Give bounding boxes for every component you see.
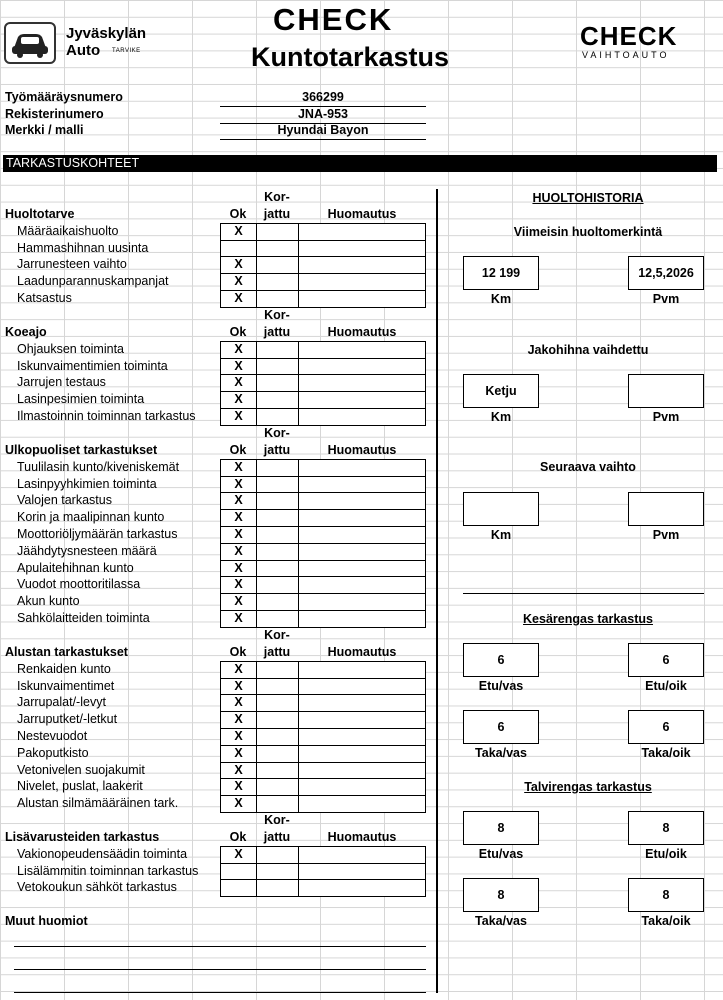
section-title: Huoltotarve [5,207,75,221]
ok-checkbox[interactable]: X [220,560,257,578]
korjattu-checkbox[interactable] [256,358,299,376]
section-title: Koeajo [5,325,47,339]
note-field[interactable] [298,492,426,510]
ok-checkbox[interactable]: X [220,273,257,291]
note-field[interactable] [298,273,426,291]
checklist-item-label: Vakionopeudensäädin toiminta [17,846,188,861]
checklist-item-label: Hammashihnan uusinta [17,240,149,255]
note-field[interactable] [298,711,426,729]
checklist-item-label: Renkaiden kunto [17,661,111,676]
note-field[interactable] [298,694,426,712]
last-service-date-box[interactable]: 12,5,2026 [628,256,704,290]
summer-front-left-box[interactable]: 6 [463,643,539,677]
ok-checkbox[interactable]: X [220,576,257,594]
check-logo-text: CHECK [273,2,394,37]
korjattu-header-line2: jattu [263,325,291,339]
korjattu-checkbox[interactable] [256,290,299,308]
ok-checkbox[interactable] [220,240,257,258]
winter-front-right-box[interactable]: 8 [628,811,704,845]
ok-checkbox[interactable]: X [220,543,257,561]
summer-front-right-box[interactable]: 6 [628,643,704,677]
notes-line-1[interactable] [14,946,426,947]
ok-checkbox[interactable] [220,879,257,897]
note-column-header: Huomautus [327,207,397,221]
korjattu-checkbox[interactable] [256,728,299,746]
notes-line-2[interactable] [14,969,426,970]
checklist-item-label: Lisälämmitin toiminnan tarkastus [17,863,199,878]
korjattu-checkbox[interactable] [256,795,299,813]
ok-checkbox[interactable]: X [220,728,257,746]
ok-column-header: Ok [229,325,247,339]
checklist-item-label: Jarrupalat/-levyt [17,695,106,710]
note-field[interactable] [298,526,426,544]
note-field[interactable] [298,728,426,746]
timing-belt-km-label: Km [490,410,512,424]
model-label: Merkki / malli [5,123,84,137]
winter-rear-right-label: Taka/oik [641,914,691,928]
ok-checkbox[interactable]: X [220,593,257,611]
korjattu-header-line1: Kor- [264,813,290,828]
ok-checkbox[interactable]: X [220,509,257,527]
note-field[interactable] [298,795,426,813]
korjattu-header-line1: Kor- [264,628,290,643]
note-field[interactable] [298,762,426,780]
korjattu-checkbox[interactable] [256,694,299,712]
korjattu-header-line2: jattu [263,830,291,844]
ok-checkbox[interactable]: X [220,678,257,696]
ok-checkbox[interactable]: X [220,459,257,477]
checklist-item-label: Alustan silmämääräinen tark. [17,796,179,811]
checklist-item-label: Ilmastoinnin toiminnan tarkastus [17,409,196,423]
ok-checkbox[interactable]: X [220,846,257,864]
korjattu-checkbox[interactable] [256,846,299,864]
korjattu-checkbox[interactable] [256,593,299,611]
ok-checkbox[interactable]: X [220,476,257,494]
korjattu-checkbox[interactable] [256,341,299,359]
summer-rear-left-box[interactable]: 6 [463,710,539,744]
note-field[interactable] [298,374,426,392]
section-header-bar: TARKASTUSKOHTEET [3,155,717,172]
checklist-item-label: Akun kunto [17,594,80,609]
ok-column-header: Ok [229,830,247,844]
note-field[interactable] [298,358,426,376]
note-field[interactable] [298,256,426,274]
note-field[interactable] [298,610,426,628]
ok-checkbox[interactable]: X [220,745,257,763]
ok-checkbox[interactable]: X [220,492,257,510]
dealer-logo [4,22,164,64]
checklist-item-label: Ohjauksen toiminta [17,341,125,356]
korjattu-checkbox[interactable] [256,610,299,628]
note-field[interactable] [298,879,426,897]
next-change-date-box[interactable] [628,492,704,526]
checklist-item-label: Pakoputkisto [17,745,89,760]
model-value: Hyundai Bayon [220,122,426,140]
ok-column-header: Ok [229,645,247,659]
korjattu-checkbox[interactable] [256,273,299,291]
note-column-header: Huomautus [327,645,397,659]
checklist-item-label: Tuulilasin kunto/kiveniskemät [17,459,180,474]
winter-rear-left-label: Taka/vas [475,914,527,928]
note-field[interactable] [298,408,426,426]
ok-checkbox[interactable]: X [220,526,257,544]
ok-column-header: Ok [229,207,247,221]
checklist-item-label: Korin ja maalipinnan kunto [17,510,165,525]
winter-front-right-label: Etu/oik [645,847,687,861]
checklist-item-label: Nestevuodot [17,729,88,743]
ok-checkbox[interactable]: X [220,694,257,712]
ok-checkbox[interactable]: X [220,290,257,308]
winter-rear-left-box[interactable]: 8 [463,878,539,912]
korjattu-checkbox[interactable] [256,391,299,409]
ok-checkbox[interactable]: X [220,610,257,628]
ok-checkbox[interactable]: X [220,358,257,376]
note-field[interactable] [298,745,426,763]
note-column-header: Huomautus [327,325,397,339]
korjattu-checkbox[interactable] [256,492,299,510]
note-field[interactable] [298,576,426,594]
note-field[interactable] [298,509,426,527]
note-field[interactable] [298,391,426,409]
korjattu-checkbox[interactable] [256,543,299,561]
korjattu-checkbox[interactable] [256,509,299,527]
korjattu-checkbox[interactable] [256,560,299,578]
timing-belt-title: Jakohihna vaihdettu [527,343,649,357]
korjattu-checkbox[interactable] [256,778,299,796]
dealer-name-line1: Jyväskylän [66,25,147,42]
winter-tires-title: Talvirengas tarkastus [524,780,652,794]
timing-belt-date-box[interactable] [628,374,704,408]
note-field[interactable] [298,290,426,308]
note-field[interactable] [298,459,426,477]
checklist-item-label: Nivelet, puslat, laakerit [17,779,143,794]
next-change-km-label: Km [490,528,512,542]
ok-checkbox[interactable] [220,863,257,881]
check-logo-center [273,2,433,42]
checklist-item-label: Jäähdytysnesteen määrä [17,543,157,558]
ok-column-header: Ok [229,443,247,457]
korjattu-checkbox[interactable] [256,661,299,679]
timing-belt-km-box[interactable]: Ketju [463,374,539,408]
section-title: Alustan tarkastukset [5,645,128,659]
checklist-item-label: Määräaikaishuolto [17,223,119,238]
other-notes-label: Muut huomiot [5,914,88,928]
korjattu-header-line1: Kor- [264,308,290,323]
checklist-item-label: Jarrujen testaus [17,375,106,390]
ok-checkbox[interactable]: X [220,223,257,241]
korjattu-header-line1: Kor- [264,190,290,205]
korjattu-checkbox[interactable] [256,256,299,274]
winter-front-left-box[interactable]: 8 [463,811,539,845]
last-service-km-box[interactable]: 12 199 [463,256,539,290]
checklist-item-label: Jarrunesteen vaihto [17,257,127,272]
note-field[interactable] [298,560,426,578]
korjattu-header-line2: jattu [263,645,291,659]
ok-checkbox[interactable]: X [220,661,257,679]
korjattu-checkbox[interactable] [256,408,299,426]
note-field[interactable] [298,240,426,258]
section-title: Lisävarusteiden tarkastus [5,830,160,844]
order-number-value: 366299 [220,89,426,107]
checklist-item-label: Sahkölaitteiden toiminta [17,611,150,625]
korjattu-checkbox[interactable] [256,711,299,729]
check-vaihtoauto-logo [580,22,710,64]
service-history-title: HUOLTOHISTORIA [532,191,644,205]
note-field[interactable] [298,846,426,864]
ok-checkbox[interactable]: X [220,711,257,729]
checklist-item-label: Vetokoukun sähköt tarkastus [17,880,177,895]
note-column-header: Huomautus [327,443,397,457]
note-field[interactable] [298,543,426,561]
checklist-item-label: Jarruputket/-letkut [17,712,118,727]
summer-rear-right-label: Taka/oik [641,746,691,760]
column-divider [436,189,438,993]
dealer-name-line2: Auto [66,42,101,59]
korjattu-checkbox[interactable] [256,678,299,696]
last-service-km-label: Km [490,292,512,306]
note-field[interactable] [298,778,426,796]
winter-front-left-label: Etu/vas [478,847,524,861]
history-divider-line [463,593,704,594]
korjattu-checkbox[interactable] [256,745,299,763]
check-logo-right-text: CHECK [580,21,678,51]
checklist-item-label: Laadunparannuskampanjat [17,274,169,289]
note-field[interactable] [298,223,426,241]
car-icon [4,22,56,64]
checklist-item-label: Iskunvaimentimien toiminta [17,358,168,373]
korjattu-header-line2: jattu [263,443,291,457]
checklist-item-label: Vuodot moottoritilassa [17,577,141,592]
last-service-title: Viimeisin huoltomerkintä [513,225,663,239]
winter-rear-right-box[interactable]: 8 [628,878,704,912]
checklist-item-label: Valojen tarkastus [17,493,112,508]
korjattu-checkbox[interactable] [256,762,299,780]
summer-rear-left-label: Taka/vas [475,746,527,760]
checklist-item-label: Moottoriöljymäärän tarkastus [17,527,178,541]
korjattu-checkbox[interactable] [256,879,299,897]
ok-checkbox[interactable]: X [220,256,257,274]
dealer-name-line3: TARVIKE [112,48,141,54]
korjattu-header-line2: jattu [263,207,291,221]
note-field[interactable] [298,476,426,494]
summer-front-right-label: Etu/oik [645,679,687,693]
korjattu-checkbox[interactable] [256,476,299,494]
note-field[interactable] [298,863,426,881]
korjattu-checkbox[interactable] [256,863,299,881]
timing-belt-date-label: Pvm [652,410,680,424]
check-logo-right-sub: VAIHTOAUTO [582,50,670,60]
note-field[interactable] [298,661,426,679]
next-change-title: Seuraava vaihto [540,460,636,474]
ok-checkbox[interactable]: X [220,374,257,392]
registration-label: Rekisterinumero [5,107,104,121]
summer-rear-right-box[interactable]: 6 [628,710,704,744]
korjattu-checkbox[interactable] [256,374,299,392]
korjattu-checkbox[interactable] [256,576,299,594]
ok-checkbox[interactable]: X [220,795,257,813]
checklist-item-label: Apulaitehihnan kunto [17,560,134,575]
order-number-label: Työmääräysnumero [5,90,123,104]
checklist-item-label: Katsastus [17,291,72,305]
note-field[interactable] [298,341,426,359]
summer-tires-title: Kesärengas tarkastus [523,612,653,626]
checklist-item-label: Lasinpyyhkimien toiminta [17,476,157,491]
ok-checkbox[interactable]: X [220,762,257,780]
last-service-date-label: Pvm [652,292,680,306]
checklist-item-label: Iskunvaimentimet [17,678,115,693]
page-title: Kuntotarkastus [250,42,450,72]
notes-line-3[interactable] [14,992,426,993]
checklist-item-label: Vetonivelen suojakumit [17,762,145,777]
korjattu-checkbox[interactable] [256,223,299,241]
next-change-date-label: Pvm [652,528,680,542]
next-change-km-box[interactable] [463,492,539,526]
korjattu-checkbox[interactable] [256,459,299,477]
ok-checkbox[interactable]: X [220,778,257,796]
ok-checkbox[interactable]: X [220,391,257,409]
note-field[interactable] [298,678,426,696]
korjattu-header-line1: Kor- [264,426,290,441]
note-field[interactable] [298,593,426,611]
note-column-header: Huomautus [327,830,397,844]
ok-checkbox[interactable]: X [220,341,257,359]
checklist-item-label: Lasinpesimien toiminta [17,392,145,407]
summer-front-left-label: Etu/vas [478,679,524,693]
korjattu-checkbox[interactable] [256,240,299,258]
registration-value: JNA-953 [220,106,426,124]
korjattu-checkbox[interactable] [256,526,299,544]
ok-checkbox[interactable]: X [220,408,257,426]
section-title: Ulkopuoliset tarkastukset [5,443,158,457]
